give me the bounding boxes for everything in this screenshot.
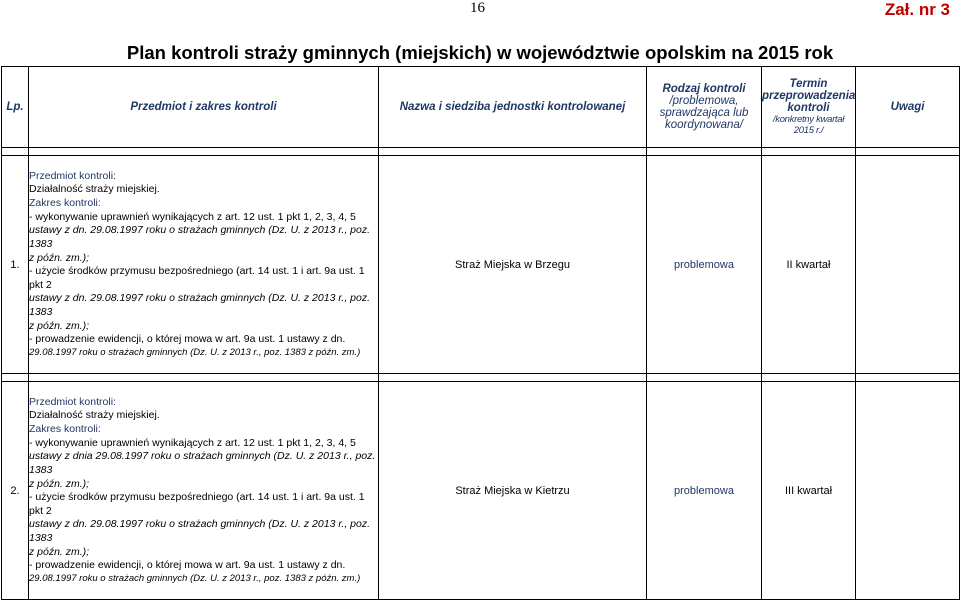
scope-item-2b: ustawy z dn. 29.08.1997 roku o strażach gminnych (Dz. U. z 2013 r., poz. 1383	[29, 292, 371, 319]
header-term-1: Termin	[789, 78, 828, 90]
page-number: 16	[470, 0, 485, 16]
header-kind	[647, 67, 762, 148]
row-number: 2.	[2, 382, 29, 600]
scope-item-3b: 29.08.1997 roku o strażach gminnych (Dz. U. z 2013 r., poz. 1383 z późn. zm.)	[29, 346, 361, 358]
scope-label: Zakres kontroli:	[29, 196, 101, 209]
scope-item-1c: z późn. zm.);	[29, 251, 90, 264]
header-remarks: Uwagi	[856, 67, 960, 148]
table-row	[2, 156, 960, 374]
scope-item-3b: 29.08.1997 roku o strażach gminnych (Dz. U. z 2013 r., poz. 1383 z późn. zm.)	[29, 572, 361, 584]
unit-cell: Straż Miejska w Kietrzu	[379, 382, 647, 600]
scope-item-1c: z późn. zm.);	[29, 477, 90, 490]
scope-item-1a: - wykonywanie uprawnień wynikających z art. 12 ust. 1 pkt 1, 2, 3, 4, 5	[29, 210, 356, 223]
subject-label: Przedmiot kontroli:	[29, 169, 116, 182]
subject-text: Działalność straży miejskiej.	[29, 183, 160, 196]
scope-item-1b: ustawy z dn. 29.08.1997 roku o strażach gminnych (Dz. U. z 2013 r., poz. 1383	[29, 224, 371, 250]
header-kind-title: Rodzaj kontroli	[662, 83, 746, 95]
spacer-row	[2, 148, 960, 156]
header-row	[2, 67, 960, 148]
header-kind-detail-1: /problemowa,	[669, 95, 739, 107]
header-unit: Nazwa i siedziba jednostki kontrolowanej	[379, 67, 647, 148]
scope-item-1a: - wykonywanie uprawnień wynikających z art. 12 ust. 1 pkt 1, 2, 3, 4, 5	[29, 436, 356, 449]
scope-item-3a: - prowadzenie ewidencji, o której mowa w art. 9a ust. 1 ustawy z dn.	[29, 559, 346, 572]
scope-item-2c: z późn. zm.);	[29, 319, 90, 332]
scope-item-1b: ustawy z dnia 29.08.1997 roku o strażach gminnych (Dz. U. z 2013 r., poz. 1383	[29, 450, 376, 476]
kind-cell: problemowa	[647, 156, 762, 374]
scope-item-2a: - użycie środków przymusu bezpośredniego (art. 14 ust. 1 i art. 9a ust. 1 pkt 2	[29, 491, 365, 517]
kind-cell: problemowa	[647, 382, 762, 600]
header-subject: Przedmiot i zakres kontroli	[29, 67, 379, 148]
remarks-cell	[856, 382, 960, 600]
scope-item-2a: - użycie środków przymusu bezpośredniego (art. 14 ust. 1 i art. 9a ust. 1 pkt 2	[29, 265, 365, 291]
subject-text: Działalność straży miejskiej.	[29, 409, 160, 422]
term-cell: II kwartał	[762, 156, 856, 374]
remarks-cell	[856, 156, 960, 374]
header-term-note: /konkretny kwartał 2015 r./	[772, 114, 845, 136]
scope-item-3a: - prowadzenie ewidencji, o której mowa w art. 9a ust. 1 ustawy z dn.	[29, 333, 346, 346]
spacer-row	[2, 374, 960, 382]
subject-label: Przedmiot kontroli:	[29, 395, 116, 408]
header-kind-detail-3: koordynowana/	[665, 119, 743, 131]
document-title: Plan kontroli straży gminnych (miejskich) w województwie opolskim na 2015 rok	[126, 42, 834, 63]
header-kind-detail-2: sprawdzająca lub	[659, 107, 749, 119]
header-term-2: przeprowadzenia	[762, 90, 856, 102]
table-row	[2, 382, 960, 600]
attachment-label: Zał. nr 3	[884, 0, 950, 19]
scope-item-2b: ustawy z dn. 29.08.1997 roku o strażach gminnych (Dz. U. z 2013 r., poz. 1383	[29, 518, 371, 545]
unit-cell: Straż Miejska w Brzegu	[379, 156, 647, 374]
scope-label: Zakres kontroli:	[29, 422, 101, 435]
control-plan-table	[1, 66, 960, 600]
term-cell: III kwartał	[762, 382, 856, 600]
header-term-3: kontroli	[787, 102, 830, 114]
header-term	[762, 67, 856, 148]
scope-item-2c: z późn. zm.);	[29, 545, 90, 558]
subject-cell	[29, 382, 379, 600]
header-lp: Lp.	[2, 67, 29, 148]
subject-cell	[29, 156, 379, 374]
row-number: 1.	[2, 156, 29, 374]
